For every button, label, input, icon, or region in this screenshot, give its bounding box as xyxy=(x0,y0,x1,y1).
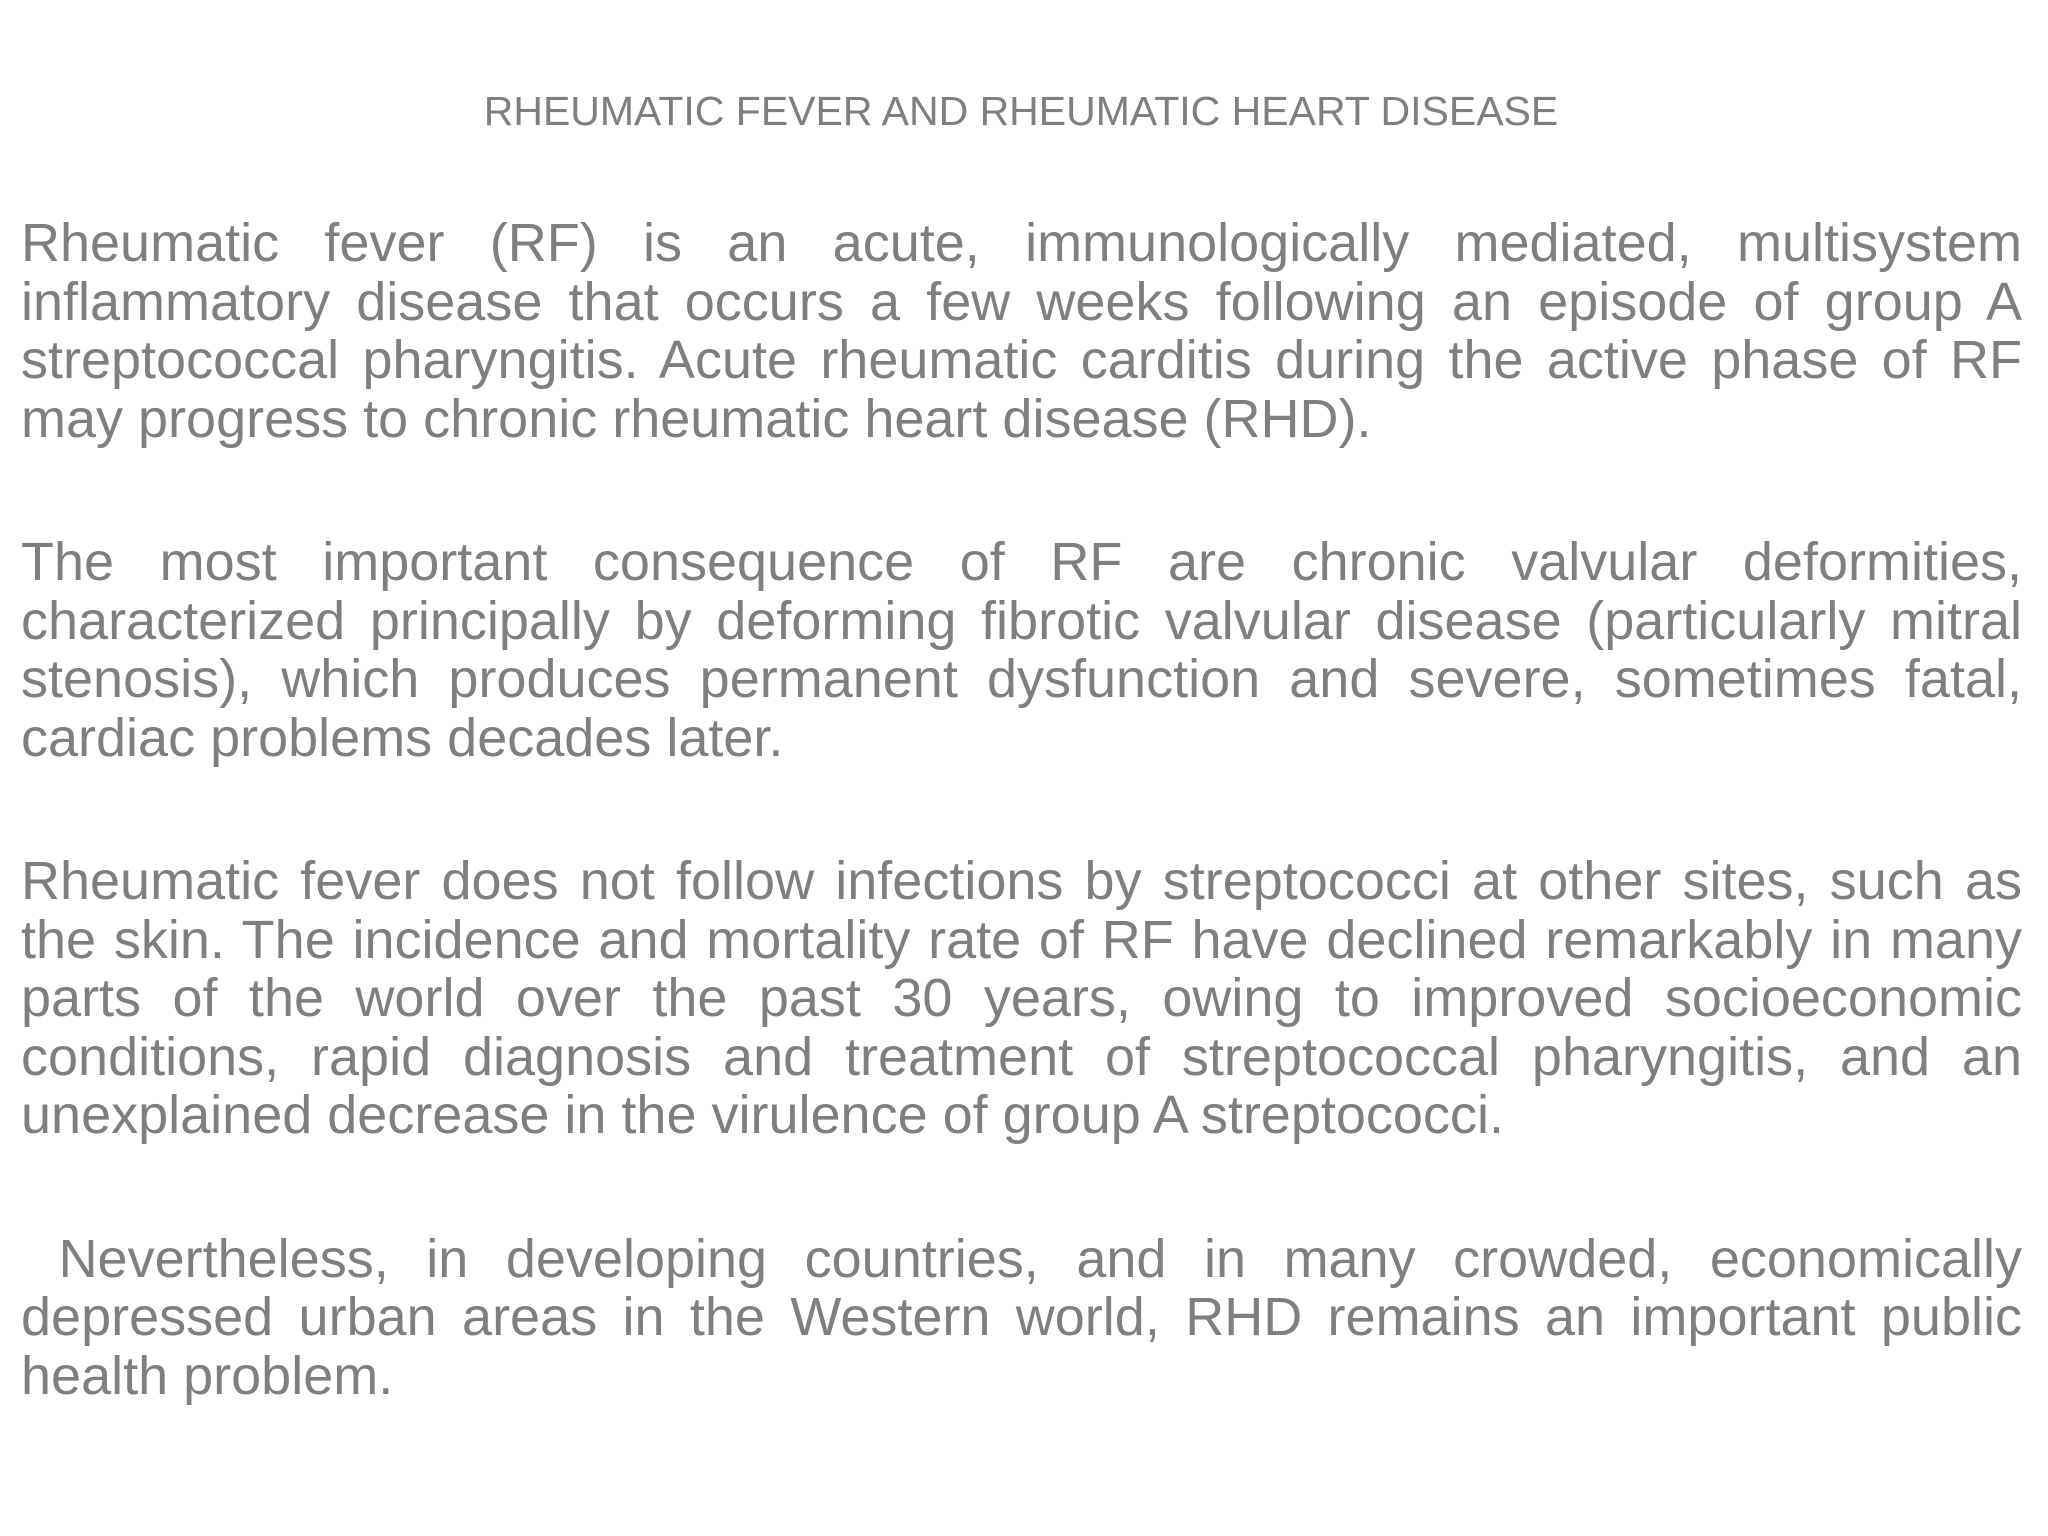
paragraph-definition: Rheumatic fever (RF) is an acute, immunologically mediated, multisystem inflammatory disease that occurs a few weeks following an episode of group A streptococcal pharyngitis. Acute rheumatic carditis during the active phase of RF may progress to chronic rheumatic heart disease (RHD). xyxy=(21,213,2022,449)
paragraph-epidemiology: Rheumatic fever does not follow infections by streptococci at other sites, such as the skin. The incidence and mortality rate of RF have declined remarkably in many parts of the world over the past 30 years, owing to improved socioeconomic conditions, rapid diagnosis and treatment of streptococcal pharyngitis, and an unexplained decrease in the virulence of group A streptococci. xyxy=(21,851,2022,1145)
slide-body xyxy=(21,213,2038,1406)
paragraph-consequences: The most important consequence of RF are chronic valvular deformities, characterized principally by deforming fibrotic valvular disease (particularly mitral stenosis), which produces permanent dysfunction and severe, sometimes fatal, cardiac problems decades later. xyxy=(21,532,2022,768)
paragraph-public-health: Nevertheless, in developing countries, and in many crowded, economically depressed urban areas in the Western world, RHD remains an important public health problem. xyxy=(21,1228,2038,1406)
slide-title: RHEUMATIC FEVER AND RHEUMATIC HEART DISEASE xyxy=(483,88,1559,134)
